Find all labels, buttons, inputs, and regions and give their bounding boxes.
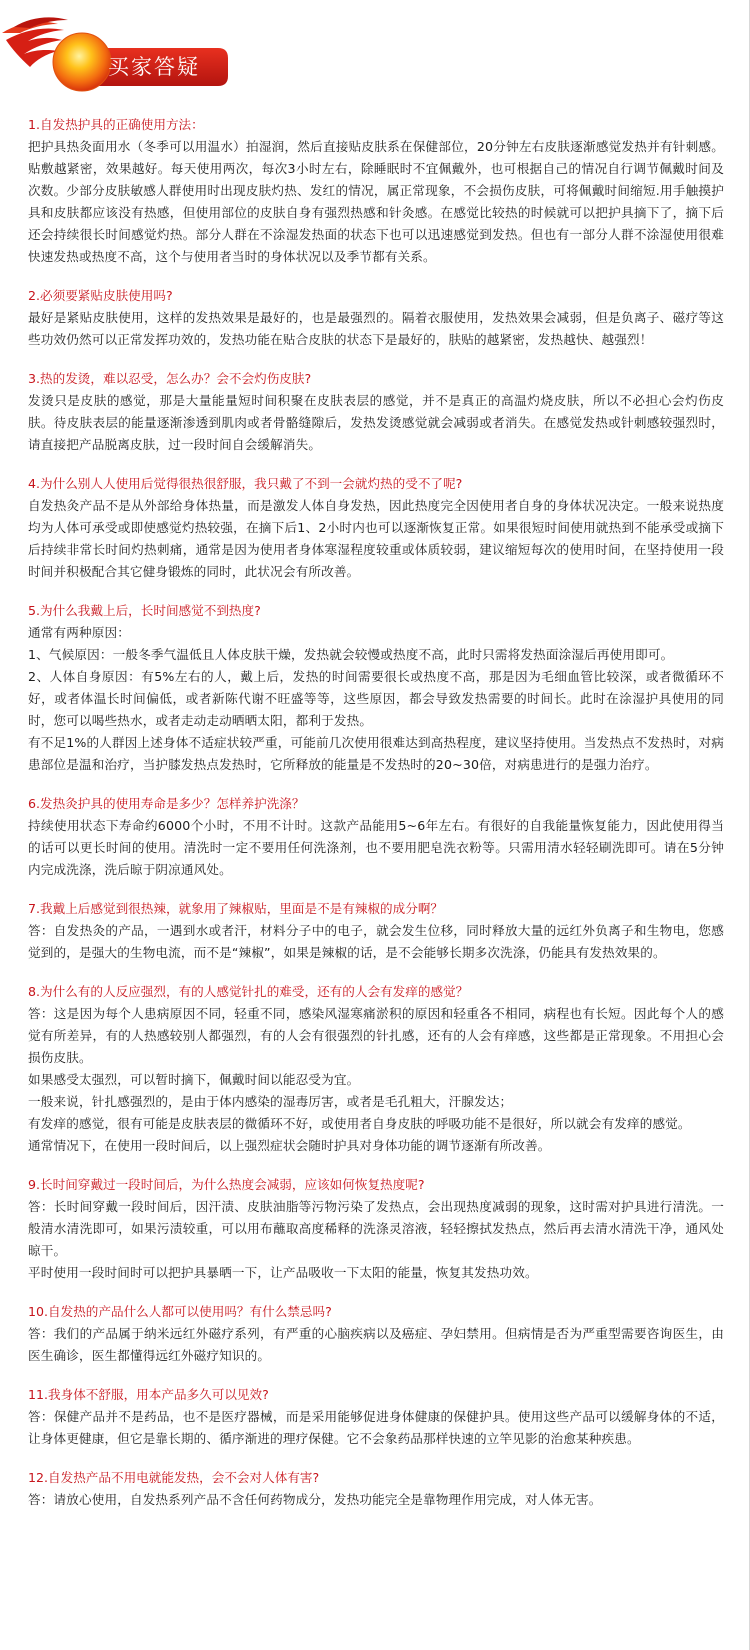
faq-answer-paragraph: 答：保健产品并不是药品，也不是医疗器械，而是采用能够促进身体健康的保健护具。使用这些产品可以缓解身体的不适，让身体更健康，但它是靠长期的、循序渐进的理疗保健。它不会象药品那样快速的立竿见影的治愈某种疾患。 [28, 1409, 724, 1446]
faq-answer-paragraph: 答：我们的产品属于纳米远红外磁疗系列，有严重的心脑疾病以及癌症、孕妇禁用。但病情是否为严重型需要咨询医生，由医生确诊，医生都懂得远红外磁疗知识的。 [28, 1326, 724, 1363]
faq-question: 4.为什么别人人使用后觉得很热很舒服，我只戴了不到一会就灼热的受不了呢? [28, 476, 463, 491]
faq-question: 8.为什么有的人反应强烈，有的人感觉针扎的难受，还有的人会有发痒的感觉？ [28, 984, 469, 999]
faq-answer-paragraph: 答：请放心使用，自发热系列产品不含任何药物成分，发热功能完全是靠物理作用完成，对人体无害。 [28, 1492, 602, 1507]
faq-answer [28, 1196, 724, 1284]
faq-answer [28, 815, 724, 881]
faq-question: 7.我戴上后感觉到很热辣，就象用了辣椒贴，里面是不是有辣椒的成分啊？ [28, 901, 444, 916]
faq-question: 1.自发热护具的正确使用方法： [28, 117, 204, 132]
faq-answer [28, 920, 724, 964]
faq-section [28, 285, 724, 351]
faq-answer-paragraph: 一般来说，针扎感强烈的，是由于体内感染的湿毒厉害，或者是毛孔粗大，汗腺发达； [28, 1094, 513, 1109]
faq-question: 3.热的发烫，难以忍受，怎么办？会不会灼伤皮肤? [28, 371, 312, 386]
faq-answer [28, 390, 724, 456]
faq-answer-paragraph: 答：长时间穿戴一段时间后，因汗渍、皮肤油脂等污物污染了发热点，会出现热度减弱的现象，这时需对护具进行清洗。一般清水清洗即可，如果污渍较重，可以用布蘸取高度稀释的洗涤灵溶液，轻轻擦拭发热点，然后再去清水清洗干净，通风处晾干。 [28, 1199, 724, 1258]
faq-question: 6.发热灸护具的使用寿命是多少？怎样养护洗涤？ [28, 796, 305, 811]
faq-section [28, 793, 724, 881]
faq-section [28, 1301, 724, 1367]
faq-answer-paragraph: 通常情况下，在使用一段时间后，以上强烈症状会随时护具对身体功能的调节逐渐有所改善。 [28, 1138, 551, 1153]
faq-section [28, 981, 724, 1157]
faq-answer-paragraph: 1、气候原因：一般冬季气温低且人体皮肤干燥，发热就会较慢或热度不高，此时只需将发热面涂湿后再使用即可。 [28, 647, 674, 662]
faq-list [28, 114, 724, 1528]
faq-answer [28, 1489, 724, 1511]
faq-question: 12.自发热产品不用电就能发热，会不会对人体有害? [28, 1470, 320, 1485]
faq-section [28, 898, 724, 964]
faq-answer [28, 1406, 724, 1450]
faq-answer-paragraph: 把护具热灸面用水（冬季可以用温水）拍湿润，然后直接贴皮肤系在保健部位，20分钟左右皮肤逐渐感觉发热并有针刺感。贴敷越紧密，效果越好。每天使用两次，每次3小时左右，除睡眠时不宜佩戴外，也可根据自己的情况自行调节佩戴时间及次数。少部分皮肤敏感人群使用时出现皮肤灼热、发红的情况，属正常现象，不会损伤皮肤，可将佩戴时间缩短.用手触摸护具和皮肤都应该没有热感，但使用部位的皮肤自身有强烈热感和针灸感。在感觉比较热的时候就可以把护具摘下了，摘下后还会持续很长时间感觉灼热。部分人群在不涂湿发热面的状态下也可以迅速感觉到发热。但也有一部分人群不涂湿使用很难快速发热或热度不高，这个与使用者当时的身体状况以及季节都有关系。 [28, 139, 724, 264]
faq-section [28, 1467, 724, 1511]
faq-answer-paragraph: 平时使用一段时间时可以把护具暴晒一下，让产品吸收一下太阳的能量，恢复其发热功效。 [28, 1265, 538, 1280]
faq-answer [28, 1003, 724, 1157]
faq-question: 10.自发热的产品什么人都可以使用吗？有什么禁忌吗? [28, 1304, 332, 1319]
faq-section [28, 114, 724, 268]
faq-answer-paragraph: 答：自发热灸的产品，一遇到水或者汗，材料分子中的电子，就会发生位移，同时释放大量的远红外负离子和生物电，您感觉到的，是强大的生物电流，而不是“辣椒”，如果是辣椒的话，是不会能够长期多次洗涤，仍能具有发热效果的。 [28, 923, 724, 960]
faq-answer-paragraph: 发烫只是皮肤的感觉，那是大量能量短时间积聚在皮肤表层的感觉，并不是真正的高温灼烧皮肤，所以不必担心会灼伤皮肤。待皮肤表层的能量逐渐渗透到肌肉或者骨骼缝隙后，发热发烫感觉就会减弱或者消失。在感觉发热或针刺感较强烈时，请直接把产品脱离皮肤，过一段时间自会缓解消失。 [28, 393, 724, 452]
faq-section [28, 473, 724, 583]
faq-answer-paragraph: 最好是紧贴皮肤使用，这样的发热效果是最好的，也是最强烈的。隔着衣服使用，发热效果会减弱，但是负离子、磁疗等这些功效仍然可以正常发挥功效的，发热功能在贴合皮肤的状态下是最好的，肤贴的越紧密，发热越快、越强烈！ [28, 310, 724, 347]
faq-question: 11.我身体不舒服，用本产品多久可以见效? [28, 1387, 269, 1402]
faq-answer-paragraph: 如果感受太强烈，可以暂时摘下，佩戴时间以能忍受为宜。 [28, 1072, 360, 1087]
faq-answer-paragraph: 通常有两种原因： [28, 625, 130, 640]
faq-answer-paragraph: 持续使用状态下寿命约6000个小时，不用不计时。这款产品能用5~6年左右。有很好的自我能量恢复能力，因此使用得当的话可以更长时间的使用。清洗时一定不要用任何洗涤剂，也不要用肥皂洗衣粉等。只需用清水轻轻刷洗即可。请在5分钟内完成洗涤，洗后晾于阴凉通风处。 [28, 818, 724, 877]
faq-answer [28, 622, 724, 776]
faq-question: 5.为什么我戴上后，长时间感觉不到热度? [28, 603, 261, 618]
faq-section [28, 600, 724, 776]
faq-section [28, 368, 724, 456]
faq-answer-paragraph: 答：这是因为每个人患病原因不同，轻重不同，感染风湿寒痛淤积的原因和轻重各不相同，病程也有长短。因此每个人的感觉有所差异，有的人热感较别人都强烈，有的人会有很强烈的针扎感，还有的人会有痒感，这些都是正常现象。不用担心会损伤皮肤。 [28, 1006, 724, 1065]
faq-answer-paragraph: 有发痒的感觉，很有可能是皮肤表层的微循环不好，或使用者自身皮肤的呼吸功能不是很好，所以就会有发痒的感觉。 [28, 1116, 691, 1131]
faq-answer-paragraph: 2、人体自身原因：有5%左右的人，戴上后，发热的时间需要很长或热度不高，那是因为毛细血管比较深，或者微循环不好，或者体温长时间偏低，或者新陈代谢不旺盛等等，这些原因，都会导致发热需要的时间长。此时在涂湿护具使用的同时，您可以喝些热水，或者走动走动晒晒太阳，都利于发热。 [28, 669, 724, 728]
faq-section [28, 1384, 724, 1450]
faq-answer [28, 495, 724, 583]
page-title: 买家答疑 [108, 55, 200, 79]
faq-answer [28, 307, 724, 351]
faq-question: 2.必须要紧贴皮肤使用吗? [28, 288, 173, 303]
faq-answer [28, 136, 724, 268]
faq-question: 9.长时间穿戴过一段时间后，为什么热度会减弱，应该如何恢复热度呢? [28, 1177, 425, 1192]
faq-answer [28, 1323, 724, 1367]
faq-answer-paragraph: 有不足1%的人群因上述身体不适症状较严重，可能前几次使用很难达到高热程度，建议坚持使用。当发热点不发热时，对病患部位是温和治疗，当护膝发热点发热时，它所释放的能量是不发热时的20~30倍，对病患进行的是强力治疗。 [28, 735, 724, 772]
faq-section [28, 1174, 724, 1284]
section-header [0, 0, 300, 100]
faq-answer-paragraph: 自发热灸产品不是从外部给身体热量，而是激发人体自身发热，因此热度完全因使用者自身的身体状况决定。一般来说热度均为人体可承受或即使感觉灼热较强，在摘下后1、2小时内也可以逐渐恢复正常。如果很短时间使用就热到不能承受或摘下后持续非常长时间灼热刺痛，通常是因为使用者身体寒湿程度较重或体质较弱，建议缩短每次的使用时间，在坚持使用一段时间并积极配合其它健身锻炼的同时，此状况会有所改善。 [28, 498, 724, 579]
